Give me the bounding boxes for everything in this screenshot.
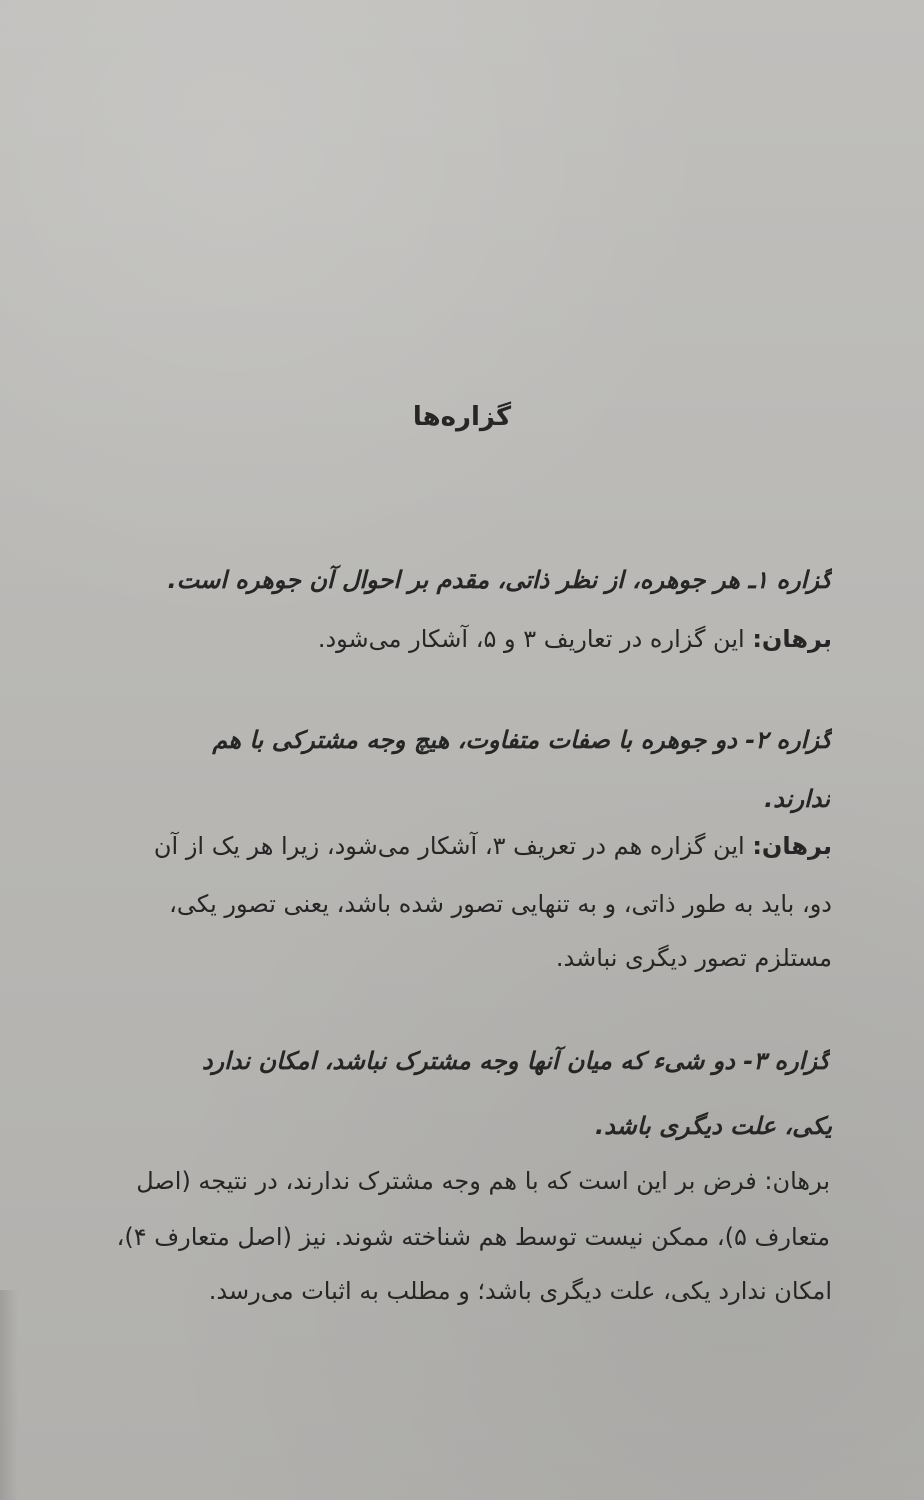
proof-2-line-3: مستلزم تصور دیگری نباشد. [555, 944, 832, 972]
proof-3-line-2: متعارف ۵)، ممکن نیست توسط هم شناخته شوند. نیز (اصل متعارف ۴)، [116, 1223, 830, 1251]
proof-2-line-2: دو، باید به طور ذاتی، و به تنهایی تصور شده باشد، یعنی تصور یکی، [169, 890, 832, 918]
proof-2-label: برهان: [752, 832, 832, 860]
proposition-2-line-2: ندارند. [764, 785, 830, 813]
proof-3-line-1: برهان: فرض بر این است که با هم وجه مشترک ندارند، در نتیجه (اصل [136, 1167, 830, 1195]
proposition-2-line-1: گزاره ۲- دو جوهره با صفات متفاوت، هیچ وجه مشترکی با هم [212, 726, 832, 754]
proposition-3-line-1: گزاره ۳- دو شیء که میان آنها وجه مشترک نباشد، امکان ندارد [201, 1047, 830, 1075]
page-title: گزاره‌ها [412, 402, 512, 432]
proof-1-label: برهان: [752, 625, 832, 653]
proposition-3-line-2: یکی، علت دیگری باشد. [594, 1112, 832, 1140]
proposition-1-line-1: گزاره ۱ـ هر جوهره، از نظر ذاتی، مقدم بر احوال آن جوهره است. [167, 566, 832, 594]
proof-1-text: این گزاره در تعاریف ۳ و ۵، آشکار می‌شود. [317, 625, 745, 653]
proof-2-line-1 [84, 826, 832, 866]
proof-2-text-line-1: این گزاره هم در تعریف ۳، آشکار می‌شود، زیرا هر یک از آن [153, 832, 745, 860]
proof-3-line-3: امکان ندارد یکی، علت دیگری باشد؛ و مطلب به اثبات می‌رسد. [208, 1277, 832, 1305]
proof-1-line-1 [84, 619, 832, 659]
